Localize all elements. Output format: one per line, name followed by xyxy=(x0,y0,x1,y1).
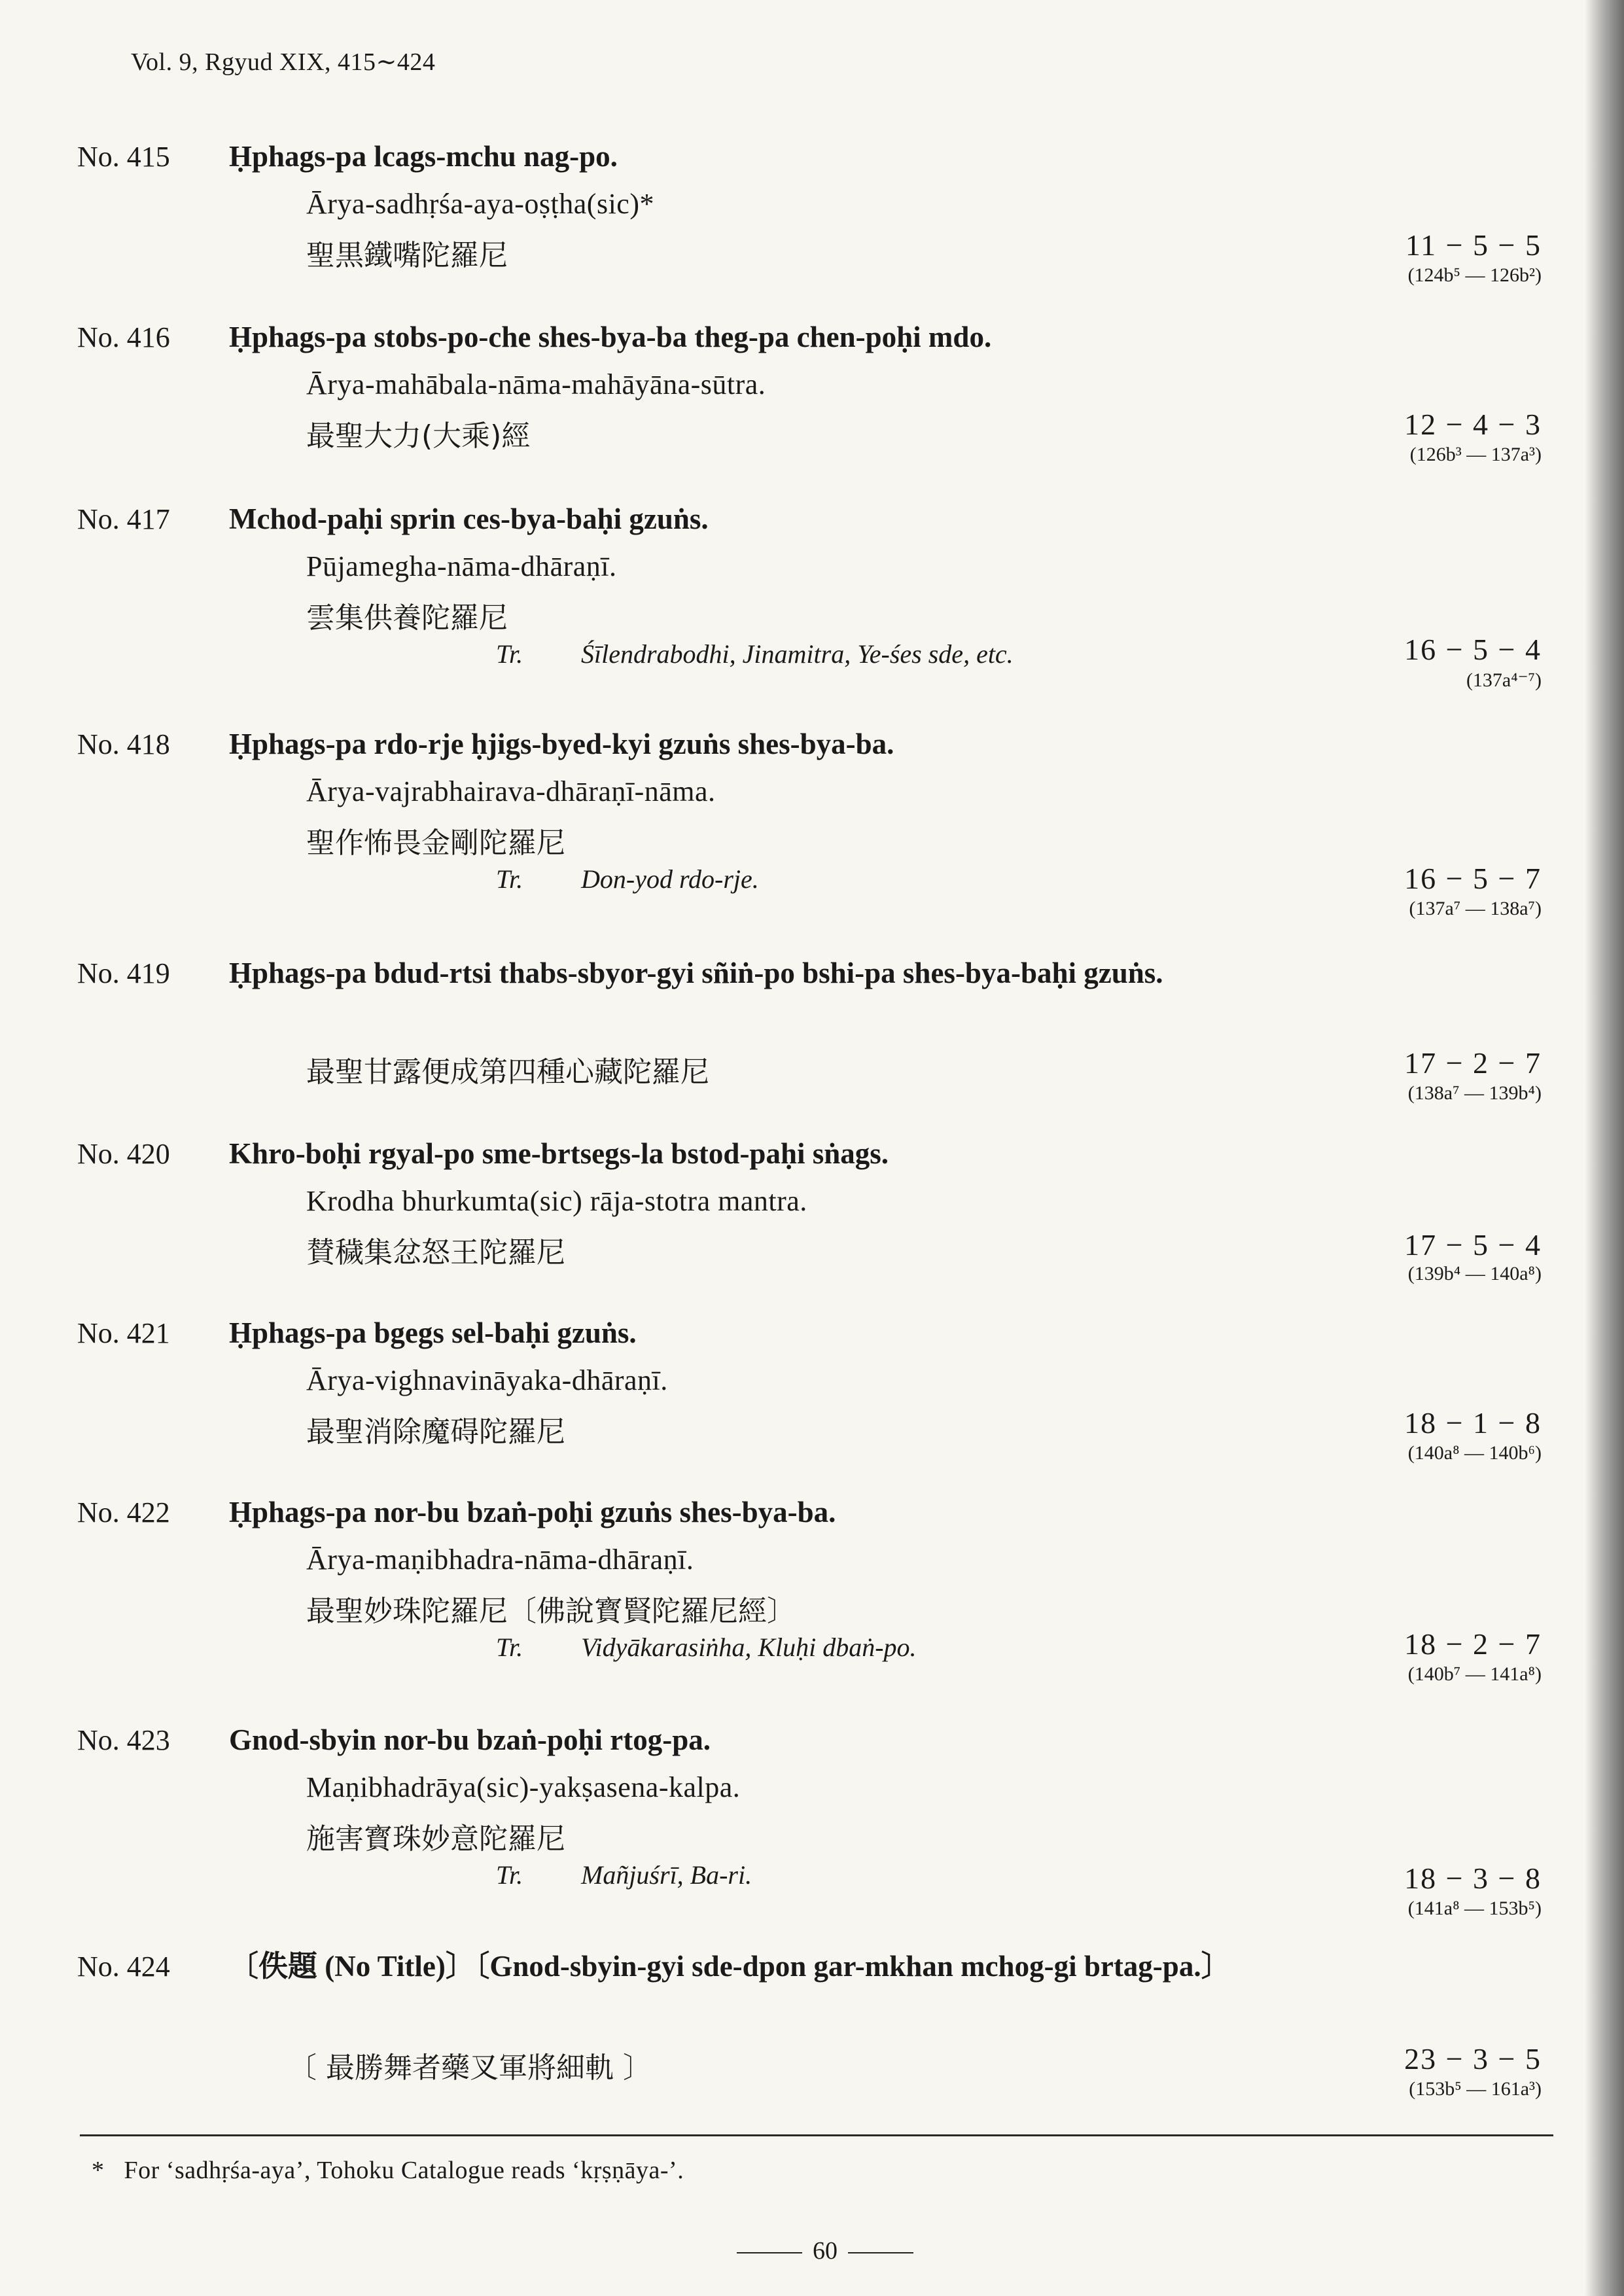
entry-translators xyxy=(496,1860,752,1890)
entry-reference: 11 − 5 − 5 xyxy=(1405,228,1542,262)
entry-number: No. 418 xyxy=(77,728,170,760)
entry-number: No. 419 xyxy=(77,957,170,989)
entry-sanskrit-title: Ārya-mahābala-nāma-mahāyāna-sūtra. xyxy=(306,368,766,400)
entry-chinese-title: 最聖大力(大乘)經 xyxy=(306,419,531,453)
entry-tibetan-title: Mchod-paḥi sprin ces-bya-baḥi gzuṅs. xyxy=(229,503,709,535)
entry-translators xyxy=(496,639,1014,669)
entry-chinese-title: 施害寳珠妙意陀羅尼 xyxy=(306,1822,565,1856)
entry-folio-range: (141a⁸ — 153b⁵) xyxy=(1407,1898,1542,1919)
entry-folio-range: (140b⁷ — 141a⁸) xyxy=(1407,1663,1542,1685)
entry-folio-range: (137a⁴⁻⁷) xyxy=(1466,669,1542,691)
entry-reference: 16 − 5 − 7 xyxy=(1404,862,1542,895)
entry-tibetan-title: Ḥphags-pa rdo-rje ḥjigs-byed-kyi gzuṅs shes-bya-ba. xyxy=(229,728,894,760)
entry-translators xyxy=(496,864,759,894)
translator-names: Mañjuśrī, Ba-ri. xyxy=(581,1860,752,1890)
entry-tibetan-title: Ḥphags-pa bdud-rtsi thabs-sbyor-gyi sñiṅ-po bshi-pa shes-bya-baḥi gzuṅs. xyxy=(229,957,1163,989)
entry-number: No. 423 xyxy=(77,1724,170,1756)
translator-names: Don-yod rdo-rje. xyxy=(581,864,759,894)
entry-folio-range: (126b³ — 137a³) xyxy=(1409,444,1542,465)
entry-reference: 18 − 2 − 7 xyxy=(1404,1627,1542,1661)
entry-number: No. 424 xyxy=(77,1951,170,1983)
entry-number: No. 422 xyxy=(77,1496,170,1528)
entry-reference: 18 − 3 − 8 xyxy=(1404,1862,1542,1895)
entry-chinese-title: 最聖妙珠陀羅尼〔佛說寳賢陀羅尼經〕 xyxy=(306,1595,796,1628)
entry-chinese-title: 賛穢集忿怒王陀羅尼 xyxy=(306,1236,565,1269)
entry-number: No. 416 xyxy=(77,321,170,353)
footnote-divider xyxy=(80,2134,1553,2136)
footnote xyxy=(92,2156,684,2185)
entry-chinese-title: 雲集供養陀羅尼 xyxy=(306,601,508,635)
translator-label: Tr. xyxy=(496,639,523,669)
entry-sanskrit-title: Ārya-vajrabhairava-dhāraṇī-nāma. xyxy=(306,775,716,807)
translator-label: Tr. xyxy=(496,864,523,894)
entry-sanskrit-title: Pūjamegha-nāma-dhāraṇī. xyxy=(306,550,617,582)
entry-reference: 12 − 4 − 3 xyxy=(1404,408,1542,441)
translator-names: Śīlendrabodhi, Jinamitra, Ye-śes sde, etc. xyxy=(581,639,1014,669)
entry-translators xyxy=(496,1632,917,1663)
translator-label: Tr. xyxy=(496,1860,523,1890)
entry-reference: 18 − 1 − 8 xyxy=(1404,1406,1542,1439)
entry-tibetan-title: Ḥphags-pa bgegs sel-baḥi gzuṅs. xyxy=(229,1316,637,1349)
entry-folio-range: (137a⁷ — 138a⁷) xyxy=(1409,898,1542,919)
page-number-value: 60 xyxy=(813,2237,838,2265)
entry-tibetan-title: Ḥphags-pa stobs-po-che shes-bya-ba theg-pa chen-poḥi mdo. xyxy=(229,321,992,353)
entry-reference: 16 − 5 − 4 xyxy=(1404,633,1542,666)
entry-sanskrit-title: Ārya-vighnavināyaka-dhāraṇī. xyxy=(306,1364,668,1396)
entry-reference: 23 − 3 − 5 xyxy=(1404,2042,1542,2075)
running-header: Vol. 9, Rgyud XIX, 415∼424 xyxy=(131,48,436,76)
entry-folio-range: (138a⁷ — 139b⁴) xyxy=(1407,1082,1542,1104)
entry-number: No. 420 xyxy=(77,1138,170,1170)
footnote-text: For ‘sadhṛśa-aya’, Tohoku Catalogue reads ‘kṛṣṇāya-’. xyxy=(124,2157,684,2184)
translator-names: Vidyākarasiṅha, Kluḥi dbaṅ-po. xyxy=(581,1633,917,1662)
entry-folio-range: (140a⁸ — 140b⁶) xyxy=(1407,1442,1542,1464)
entry-chinese-title: 最聖甘露便成第四種心藏陀羅尼 xyxy=(306,1055,709,1089)
entry-tibetan-title: Ḥphags-pa nor-bu bzaṅ-poḥi gzuṅs shes-bya-ba. xyxy=(229,1496,836,1528)
entry-reference: 17 − 5 − 4 xyxy=(1404,1228,1542,1262)
entry-sanskrit-title: Ārya-sadhṛśa-aya-oṣṭha(sic)* xyxy=(306,188,654,220)
footnote-marker: * xyxy=(92,2157,105,2184)
page-number-dash-right xyxy=(848,2252,913,2253)
entry-reference: 17 − 2 − 7 xyxy=(1404,1046,1542,1080)
entry-folio-range: (153b⁵ — 161a³) xyxy=(1409,2078,1542,2100)
entry-number: No. 417 xyxy=(77,503,170,535)
entry-sanskrit-title: Maṇibhadrāya(sic)-yakṣasena-kalpa. xyxy=(306,1771,741,1803)
page-number xyxy=(726,2236,924,2265)
entry-sanskrit-title: Ārya-maṇibhadra-nāma-dhāraṇī. xyxy=(306,1544,694,1576)
entry-sanskrit-title: Krodha bhurkumta(sic) rāja-stotra mantra. xyxy=(306,1185,807,1217)
entry-tibetan-title: 〔佚題 (No Title)〕〔Gnod-sbyin-gyi sde-dpon gar-mkhan mchog-gi brtag-pa.〕 xyxy=(229,1950,1231,1983)
entry-chinese-title: 〔 最勝舞者藥叉軍將細軌 〕 xyxy=(288,2051,652,2085)
entry-folio-range: (139b⁴ — 140a⁸) xyxy=(1407,1263,1542,1284)
entry-chinese-title: 最聖消除魔碍陀羅尼 xyxy=(306,1415,565,1449)
entry-tibetan-title: Gnod-sbyin nor-bu bzaṅ-poḥi rtog-pa. xyxy=(229,1723,711,1756)
entry-tibetan-title: Khro-boḥi rgyal-po sme-brtsegs-la bstod-paḥi sṅags. xyxy=(229,1137,889,1170)
translator-label: Tr. xyxy=(496,1633,523,1662)
entry-chinese-title: 聖作怖畏金剛陀羅尼 xyxy=(306,826,565,860)
entry-folio-range: (124b⁵ — 126b²) xyxy=(1407,264,1542,286)
entry-number: No. 421 xyxy=(77,1317,170,1349)
page-number-dash-left xyxy=(737,2252,802,2253)
scan-edge-shadow xyxy=(1585,0,1624,2296)
entry-number: No. 415 xyxy=(77,141,170,173)
entry-chinese-title: 聖黒鐵嘴陀羅尼 xyxy=(306,239,508,272)
entry-tibetan-title: Ḥphags-pa lcags-mchu nag-po. xyxy=(229,140,618,173)
